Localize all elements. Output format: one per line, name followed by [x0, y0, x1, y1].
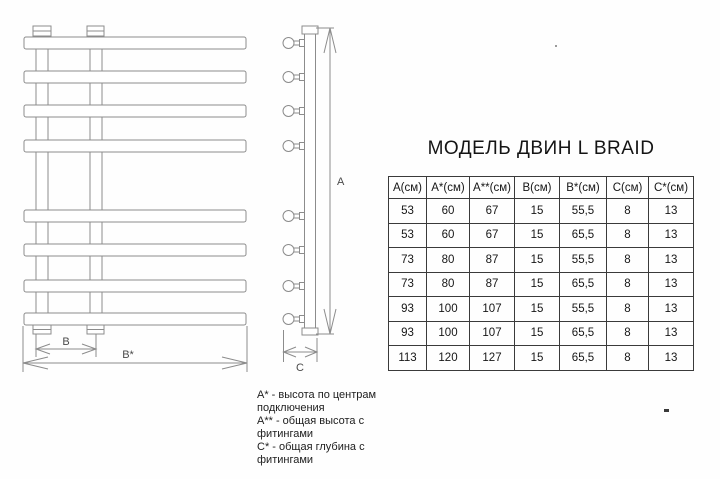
table-cell: 15 — [515, 297, 560, 322]
dimension-b-label: B — [62, 336, 70, 348]
table-cell: 13 — [649, 248, 694, 273]
column-header: С*(см) — [649, 177, 694, 199]
table-cell: 13 — [649, 297, 694, 322]
table-body — [389, 199, 694, 371]
dimension-a — [316, 28, 345, 334]
table-cell: 13 — [649, 272, 694, 297]
table-cell: 80 — [427, 248, 470, 273]
dimension-c-label: C — [296, 362, 304, 374]
table-cell: 15 — [515, 272, 560, 297]
table-cell: 15 — [515, 248, 560, 273]
table-cell: 107 — [470, 297, 515, 322]
legend-line: подключения — [257, 401, 325, 414]
table-cell: 87 — [470, 272, 515, 297]
dimensions-table — [388, 176, 694, 371]
table-cell: 55,5 — [560, 297, 607, 322]
table-cell: 13 — [649, 321, 694, 346]
knob — [283, 245, 305, 256]
table-header-row — [389, 177, 694, 199]
bar — [24, 140, 246, 152]
column-header: С(см) — [607, 177, 649, 199]
front-view — [23, 26, 247, 372]
table-cell: 107 — [470, 321, 515, 346]
column-header: А**(см) — [470, 177, 515, 199]
bar — [24, 105, 246, 117]
table-cell: 65,5 — [560, 321, 607, 346]
table-cell: 8 — [607, 272, 649, 297]
scan-speck — [555, 45, 557, 47]
dimension-b-star-label: B* — [122, 349, 134, 361]
table-cell: 15 — [515, 223, 560, 248]
column-header: А(см) — [389, 177, 427, 199]
table-cell: 67 — [470, 199, 515, 224]
table-cell: 8 — [607, 297, 649, 322]
table-row — [389, 346, 694, 371]
table-row — [389, 248, 694, 273]
knob — [283, 281, 305, 292]
table-cell: 8 — [607, 248, 649, 273]
table-cell: 73 — [389, 272, 427, 297]
table-row — [389, 321, 694, 346]
table-cell: 55,5 — [560, 248, 607, 273]
table-cell: 127 — [470, 346, 515, 371]
table-cell: 13 — [649, 223, 694, 248]
table-cell: 55,5 — [560, 199, 607, 224]
knob — [283, 141, 305, 152]
table-cell: 15 — [515, 321, 560, 346]
bar — [24, 37, 246, 49]
table-cell: 73 — [389, 248, 427, 273]
table-cell: 120 — [427, 346, 470, 371]
table-cell: 93 — [389, 321, 427, 346]
legend-line: С* - общая глубина с — [257, 440, 365, 453]
table-cell: 113 — [389, 346, 427, 371]
bar — [24, 313, 246, 325]
table-cell: 65,5 — [560, 346, 607, 371]
dimension-c — [284, 330, 318, 374]
table-cell: 15 — [515, 199, 560, 224]
table-cell: 8 — [607, 223, 649, 248]
table-cell: 80 — [427, 272, 470, 297]
page-title: МОДЕЛЬ ДВИН L BRAID — [427, 138, 655, 159]
knob — [283, 314, 305, 325]
table-cell: 65,5 — [560, 223, 607, 248]
knob — [283, 72, 305, 83]
table-cell: 13 — [649, 346, 694, 371]
table-cell: 53 — [389, 199, 427, 224]
column-header: А*(см) — [427, 177, 470, 199]
knob — [283, 38, 305, 49]
dimension-a-label: A — [337, 176, 345, 188]
bar-end-knobs — [283, 38, 305, 325]
table-cell: 13 — [649, 199, 694, 224]
table-cell: 65,5 — [560, 272, 607, 297]
legend-line: фитингами — [257, 453, 314, 466]
knob — [283, 211, 305, 222]
table-cell: 100 — [427, 321, 470, 346]
table-cell: 60 — [427, 223, 470, 248]
table-row — [389, 199, 694, 224]
table-cell: 8 — [607, 199, 649, 224]
rail-bars — [24, 37, 246, 325]
dimension-b — [36, 334, 96, 357]
scan-speck — [664, 409, 669, 412]
side-view — [283, 26, 345, 374]
legend — [257, 389, 417, 466]
bottom-fittings — [33, 325, 104, 334]
table-cell: 15 — [515, 346, 560, 371]
table-row — [389, 272, 694, 297]
legend-line: фитингами — [257, 427, 314, 440]
table-row — [389, 297, 694, 322]
knob — [283, 106, 305, 117]
bar — [24, 280, 246, 292]
table-cell: 93 — [389, 297, 427, 322]
legend-line: А** - общая высота с — [257, 414, 365, 427]
bar — [24, 244, 246, 256]
table-cell: 67 — [470, 223, 515, 248]
table-row — [389, 223, 694, 248]
table-cell: 8 — [607, 321, 649, 346]
column-header: В*(см) — [560, 177, 607, 199]
table-cell: 8 — [607, 346, 649, 371]
legend-line: А* - высота по центрам — [257, 389, 377, 401]
table-cell: 100 — [427, 297, 470, 322]
bar — [24, 71, 246, 83]
bar — [24, 210, 246, 222]
table-cell: 87 — [470, 248, 515, 273]
column-header: В(см) — [515, 177, 560, 199]
table-cell: 60 — [427, 199, 470, 224]
table-cell: 53 — [389, 223, 427, 248]
